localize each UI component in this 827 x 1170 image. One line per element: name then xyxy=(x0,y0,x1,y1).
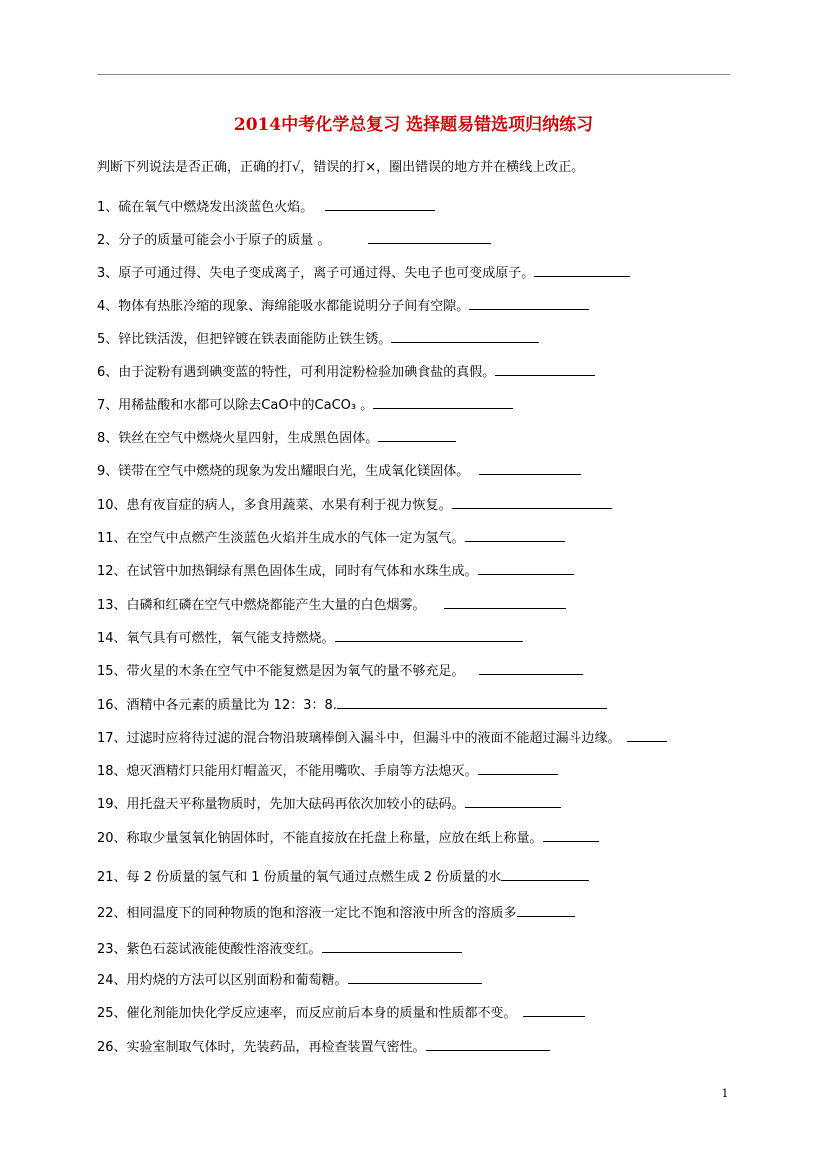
question-text: 4、物体有热胀冷缩的现象、海绵能吸水都能说明分子间有空隙。 xyxy=(97,299,470,314)
answer-blank[interactable] xyxy=(465,793,561,808)
answer-blank[interactable] xyxy=(517,902,575,917)
question-text: 23、紫色石蕊试液能使酸性溶液变红。 xyxy=(97,942,322,957)
answer-blank[interactable] xyxy=(479,460,581,475)
question-item xyxy=(97,660,583,682)
question-text: 12、在试管中加热铜绿有黑色固体生成，同时有气体和水珠生成。 xyxy=(97,564,478,579)
question-item xyxy=(97,229,491,251)
answer-blank[interactable] xyxy=(348,969,482,984)
question-item xyxy=(97,427,456,449)
question-item xyxy=(97,1002,585,1024)
answer-blank[interactable] xyxy=(444,594,566,609)
answer-blank[interactable] xyxy=(495,361,595,376)
answer-blank[interactable] xyxy=(368,229,491,244)
question-item xyxy=(97,361,595,383)
instructions-text: 判断下列说法是否正确，正确的打√，错误的打×，圈出错误的地方并在横线上改正。 xyxy=(97,160,585,175)
question-item xyxy=(97,827,599,849)
question-item xyxy=(97,560,574,582)
question-text: 24、用灼烧的方法可以区别面粉和葡萄糖。 xyxy=(97,973,348,988)
question-item xyxy=(97,793,561,815)
question-item xyxy=(97,394,513,416)
answer-blank[interactable] xyxy=(335,627,523,642)
question-item xyxy=(97,627,523,649)
answer-blank[interactable] xyxy=(534,262,630,277)
question-text: 25、催化剂能加快化学反应速率，而反应前后本身的质量和性质都不变。 xyxy=(97,1006,517,1021)
question-item xyxy=(97,969,482,991)
question-item xyxy=(97,938,462,960)
question-item xyxy=(97,527,565,549)
page-number: 1 xyxy=(721,1087,729,1100)
question-item xyxy=(97,727,667,749)
question-item xyxy=(97,328,539,350)
answer-blank[interactable] xyxy=(426,1036,550,1051)
question-text: 3、原子可通过得、失电子变成离子，离子可通过得、失电子也可变成原子。 xyxy=(97,266,535,281)
answer-blank[interactable] xyxy=(523,1002,585,1017)
header-rule xyxy=(97,74,730,75)
question-item xyxy=(97,866,589,888)
question-text: 8、铁丝在空气中燃烧火星四射，生成黑色固体。 xyxy=(97,431,379,446)
question-text: 15、带火星的木条在空气中不能复燃是因为氧气的量不够充足。 xyxy=(97,664,465,679)
question-text: 6、由于淀粉有遇到碘变蓝的特性，可利用淀粉检验加碘食盐的真假。 xyxy=(97,365,496,380)
question-item xyxy=(97,760,558,782)
answer-blank[interactable] xyxy=(373,394,513,409)
question-text: 26、实验室制取气体时，先装药品，再检查装置气密性。 xyxy=(97,1040,426,1055)
question-text: 2、分子的质量可能会小于原子的质量 。 xyxy=(97,233,331,248)
answer-blank[interactable] xyxy=(543,827,599,842)
answer-blank[interactable] xyxy=(322,938,462,953)
answer-blank[interactable] xyxy=(391,328,539,343)
question-text: 16、酒精中各元素的质量比为 12：3：8. xyxy=(97,698,337,713)
answer-blank[interactable] xyxy=(478,760,558,775)
question-text: 9、镁带在空气中燃烧的现象为发出耀眼白光，生成氧化镁固体。 xyxy=(97,464,470,479)
page-title: 2014中考化学总复习 选择题易错选项归纳练习 xyxy=(233,115,594,135)
question-text: 13、白磷和红磷在空气中燃烧都能产生大量的白色烟雾。 xyxy=(97,598,426,613)
question-item xyxy=(97,295,589,317)
question-item xyxy=(97,262,630,284)
question-item xyxy=(97,594,566,616)
answer-blank[interactable] xyxy=(627,727,667,742)
question-text: 18、熄灭酒精灯只能用灯帽盖灭，不能用嘴吹、手扇等方法熄灭。 xyxy=(97,764,478,779)
answer-blank[interactable] xyxy=(325,196,435,211)
answer-blank[interactable] xyxy=(479,660,583,675)
question-text: 22、相同温度下的同种物质的饱和溶液一定比不饱和溶液中所含的溶质多 xyxy=(97,906,517,921)
question-item xyxy=(97,494,612,516)
answer-blank[interactable] xyxy=(469,295,589,310)
question-text: 20、称取少量氢氧化钠固体时，不能直接放在托盘上称量，应放在纸上称量。 xyxy=(97,831,543,846)
question-text: 21、每 2 份质量的氢气和 1 份质量的氧气通过点燃生成 2 份质量的水 xyxy=(97,870,502,885)
question-text: 11、在空气中点燃产生淡蓝色火焰并生成水的气体一定为氢气。 xyxy=(97,531,465,546)
question-item xyxy=(97,460,581,482)
answer-blank[interactable] xyxy=(501,866,589,881)
answer-blank[interactable] xyxy=(378,427,456,442)
question-item xyxy=(97,196,435,218)
question-item xyxy=(97,902,575,924)
question-text: 5、锌比铁活泼，但把锌镀在铁表面能防止铁生锈。 xyxy=(97,332,392,347)
question-text: 7、用稀盐酸和水都可以除去CaO中的CaCO₃ 。 xyxy=(97,398,374,413)
question-text: 17、过滤时应将待过滤的混合物沿玻璃棒倒入漏斗中，但漏斗中的液面不能超过漏斗边缘。 xyxy=(97,731,621,746)
answer-blank[interactable] xyxy=(452,494,612,509)
question-text: 1、硫在氧气中燃烧发出淡蓝色火焰。 xyxy=(97,200,314,215)
answer-blank[interactable] xyxy=(337,694,607,709)
question-item xyxy=(97,694,607,716)
answer-blank[interactable] xyxy=(478,560,574,575)
answer-blank[interactable] xyxy=(465,527,565,542)
question-item xyxy=(97,1036,550,1058)
question-text: 14、氧气具有可燃性，氧气能支持燃烧。 xyxy=(97,631,335,646)
question-text: 10、患有夜盲症的病人，多食用蔬菜、水果有利于视力恢复。 xyxy=(97,498,452,513)
question-text: 19、用托盘天平称量物质时，先加大砝码再依次加较小的砝码。 xyxy=(97,797,465,812)
